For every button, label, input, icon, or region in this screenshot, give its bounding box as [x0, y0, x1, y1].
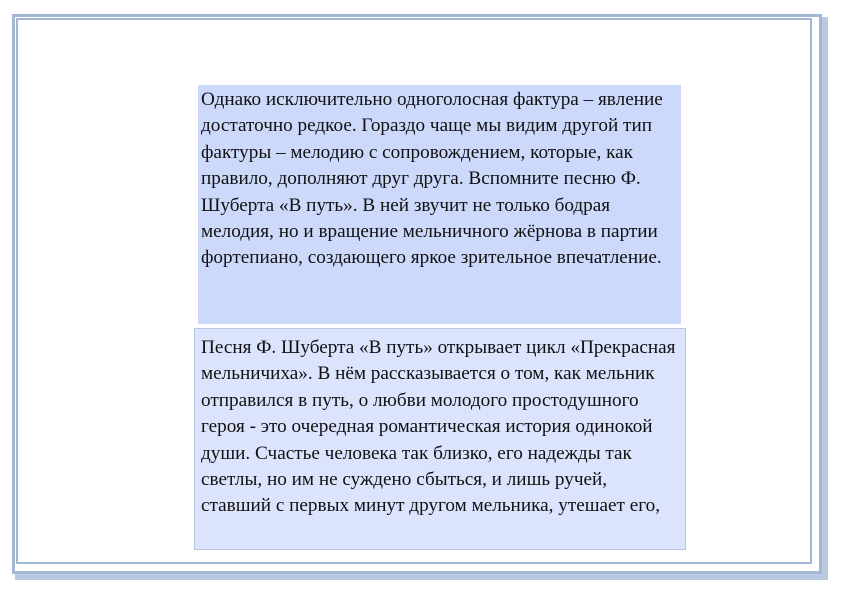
text-box-schubert-song: Песня Ф. Шуберта «В путь» открывает цикл «Прекрасная мельничиха». В нём рассказывается о том, как мельник отправился в путь, о любви молодого простодушного героя - это очередная романтическая история одинокой души. Счастье человека так близко, его надежды так светлы, но им не суждено сбыться, и лишь ручей, ставший с первых минут другом мельника, утешает его, [194, 328, 686, 550]
frame-shadow-bottom [15, 574, 828, 580]
frame-shadow-right [822, 17, 828, 577]
text-box-texture-description: Однако исключительно одноголосная фактура – явление достаточно редкое. Гораздо чаще мы видим другой тип фактуры – мелодию с сопровождением, которые, как правило, дополняют друг друга. Вспомните песню Ф. Шуберта «В путь». В ней звучит не только бодрая мелодия, но и вращение мельничного жёрнова в партии фортепиано, создающего яркое зрительное впечатление. [198, 85, 681, 324]
